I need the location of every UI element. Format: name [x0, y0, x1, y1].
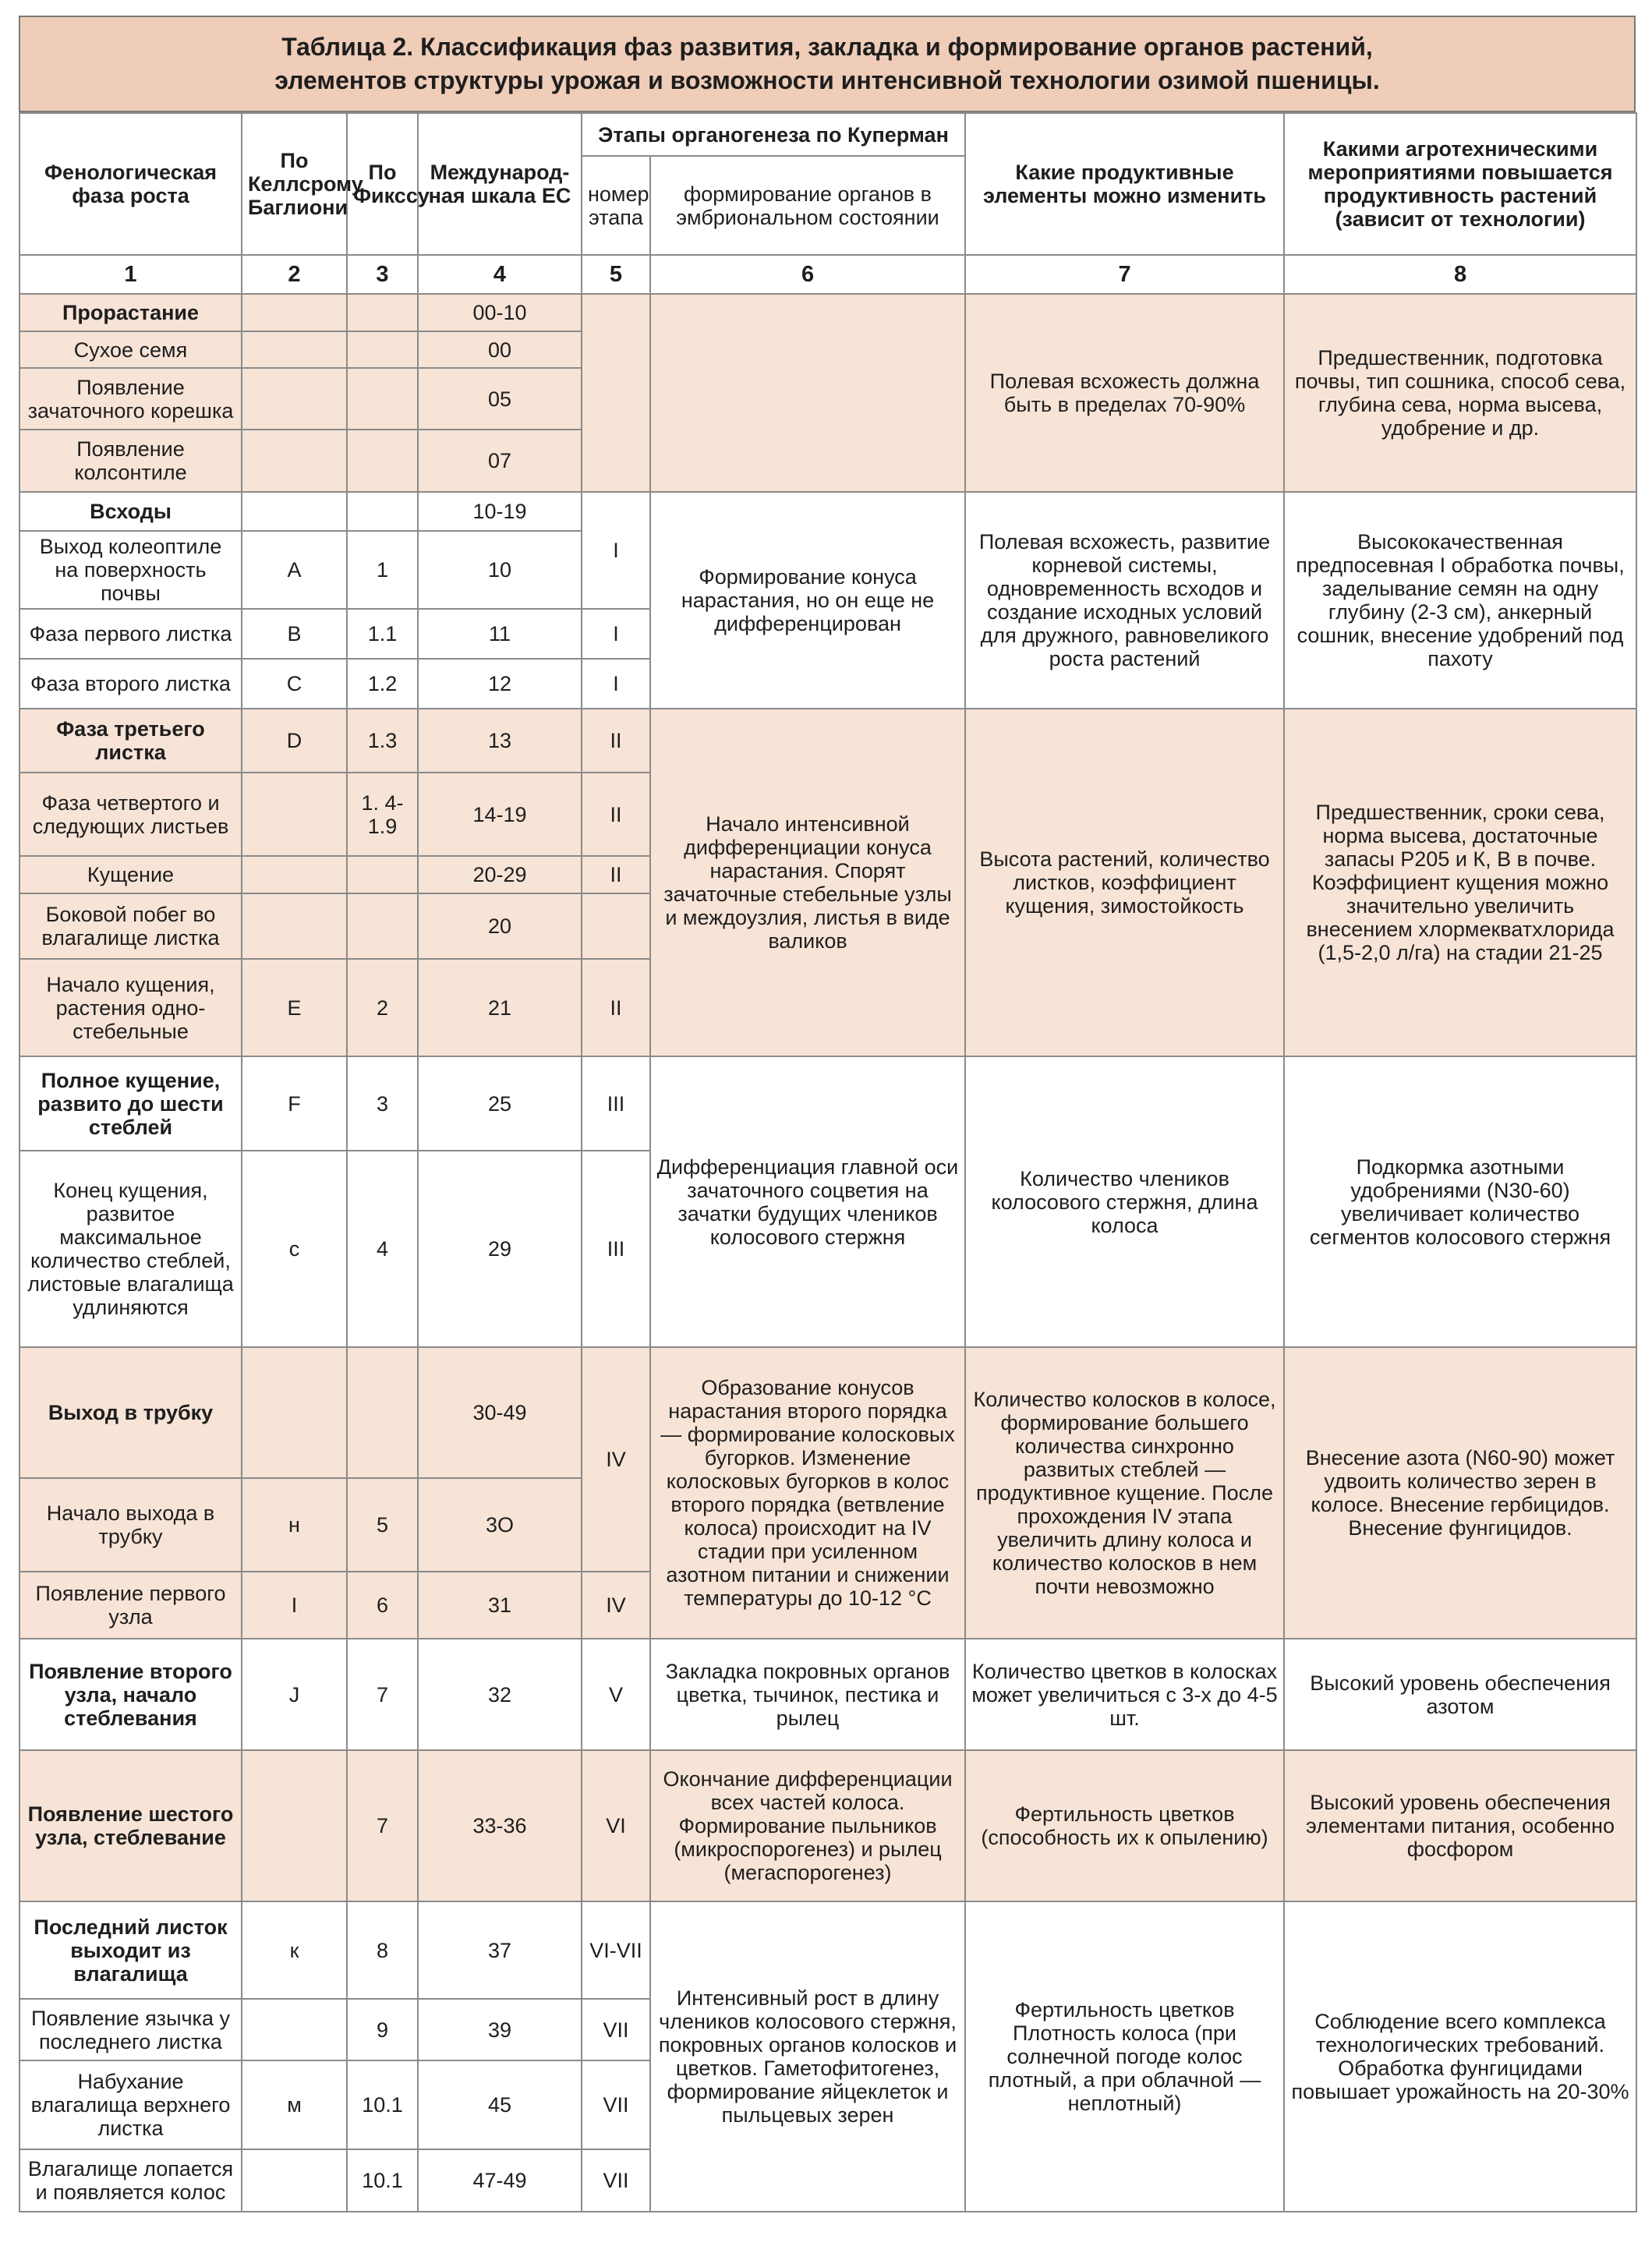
header-agro: Какими агротехническими мероприятиями повышается продуктивность растений (зависит от технологии) — [1284, 113, 1636, 255]
ec-value: 10 — [418, 531, 582, 609]
phase-name: Появление первого узла — [19, 1572, 242, 1639]
kellsrom-value: н — [242, 1478, 347, 1572]
header-elements: Какие продуктивные элементы можно изменить — [965, 113, 1284, 255]
phase-name: Фаза третьего листка — [19, 709, 242, 773]
ec-value: 31 — [418, 1572, 582, 1639]
fikss-value: 6 — [347, 1572, 418, 1639]
kellsrom-value — [242, 1999, 347, 2060]
fikss-value: 1.2 — [347, 659, 418, 709]
column-number: 7 — [965, 255, 1284, 294]
agro-measures: Внесение азота (N60-90) может удвоить количество зерен в колосе. Внесение гербицидов. Внесение фунгицидов. — [1284, 1347, 1636, 1639]
column-number-row — [19, 255, 1636, 294]
fikss-value: 3 — [347, 1056, 418, 1151]
organ-formation: Образование конусов нарастания второго порядка — формирование колосковых бугорков. Изменение колосковых бугорков в колос второго порядка (ветвление колоса) происходит на IV стадии при усиленном азотном питании и снижении температуры до 10-12 °С — [650, 1347, 965, 1639]
header-formation: формирование органов в эмбриональном состоянии — [650, 156, 965, 255]
ec-value: 00-10 — [418, 294, 582, 331]
kellsrom-value: F — [242, 1056, 347, 1151]
ec-value: 45 — [418, 2060, 582, 2149]
table-row — [19, 1750, 1636, 1901]
phase-name: Фаза четвертого и следующих листьев — [19, 773, 242, 856]
phase-classification-table — [19, 112, 1637, 2212]
phase-name: Сухое семя — [19, 331, 242, 368]
fikss-value — [347, 492, 418, 531]
kellsrom-value — [242, 368, 347, 430]
stage-number: VI — [582, 1750, 650, 1901]
ec-value: 47-49 — [418, 2149, 582, 2212]
stage-number: VII — [582, 1999, 650, 2060]
kellsrom-value — [242, 294, 347, 331]
productive-elements: Фертильность цветков Плотность колоса (при солнечной погоде колос плотный, а при облачной — неплотный) — [965, 1901, 1284, 2212]
fikss-value: 1. 4-1.9 — [347, 773, 418, 856]
ec-value: 11 — [418, 609, 582, 659]
productive-elements: Количество цветков в колосках может увеличиться с 3-х до 4-5 шт. — [965, 1639, 1284, 1750]
phase-name: Набухание влагалища верхнего листка — [19, 2060, 242, 2149]
fikss-value: 1.3 — [347, 709, 418, 773]
phase-name: Начало кущения, растения одно-стебельные — [19, 959, 242, 1056]
organ-formation: Дифференциация главной оси зачаточного соцветия на зачатки будущих члеников колосового стержня — [650, 1056, 965, 1347]
productive-elements: Количество колосков в колосе, формирование большего количества синхронно развитых стеблей — продуктивное кущение. После прохождения IV этапа увеличить длину колоса и количество колосков в нем почти невозможно — [965, 1347, 1284, 1639]
ec-value: 29 — [418, 1151, 582, 1347]
table-title-line-2: элементов структуры урожая и возможности интенсивной технологии озимой пшеницы. — [274, 66, 1380, 94]
fikss-value: 5 — [347, 1478, 418, 1572]
fikss-value — [347, 430, 418, 492]
agro-measures: Соблюдение всего комплекса технологических требований. Обработка фунгицидами повышает урожайность на 20-30% — [1284, 1901, 1636, 2212]
column-number: 8 — [1284, 255, 1636, 294]
header-kuperman: Этапы органогенеза по Куперман — [582, 113, 965, 156]
organ-formation: Формирование конуса нарастания, но он еще не дифференцирован — [650, 492, 965, 709]
phase-name: Полное кущение, развито до шести стеблей — [19, 1056, 242, 1151]
phase-name: Последний листок выходит из влагалища — [19, 1901, 242, 1999]
table-row — [19, 1347, 1636, 1478]
stage-number: VI-VII — [582, 1901, 650, 1999]
stage-number: III — [582, 1056, 650, 1151]
productive-elements: Полевая всхожесть должна быть в пределах 70-90% — [965, 294, 1284, 492]
fikss-value: 7 — [347, 1639, 418, 1750]
ec-value: 07 — [418, 430, 582, 492]
phase-name: Конец кущения, развитое максимальное количество стеблей, листовые влагалища удлиняются — [19, 1151, 242, 1347]
header-kellsrom: По Келлсрому Баглиони — [242, 113, 347, 255]
kellsrom-value: A — [242, 531, 347, 609]
header-fikss: По Фикссу — [347, 113, 418, 255]
kellsrom-value — [242, 492, 347, 531]
phase-name: Появление зачаточного корешка — [19, 368, 242, 430]
column-number: 6 — [650, 255, 965, 294]
kellsrom-value: D — [242, 709, 347, 773]
organ-formation — [650, 294, 965, 492]
header-phase: Фенологическая фаза роста — [19, 113, 242, 255]
stage-number: I — [582, 609, 650, 659]
stage-number: II — [582, 773, 650, 856]
fikss-value: 10.1 — [347, 2149, 418, 2212]
fikss-value: 2 — [347, 959, 418, 1056]
phase-name: Начало выхода в трубку — [19, 1478, 242, 1572]
phase-name: Появление язычка у последнего листка — [19, 1999, 242, 2060]
column-number: 3 — [347, 255, 418, 294]
stage-number: IV — [582, 1347, 650, 1572]
ec-value: 32 — [418, 1639, 582, 1750]
fikss-value — [347, 294, 418, 331]
productive-elements: Количество члеников колосового стержня, длина колоса — [965, 1056, 1284, 1347]
table-row — [19, 1901, 1636, 1999]
phase-name: Фаза второго листка — [19, 659, 242, 709]
agro-measures: Предшественник, сроки сева, норма высева, достаточные запасы Р205 и К, В в почве. Коэффициент кущения можно значительно увеличить внесением хлормекватхлорида (1,5-2,0 л/га) на стадии 21-25 — [1284, 709, 1636, 1056]
stage-number: I — [582, 492, 650, 609]
ec-value: 39 — [418, 1999, 582, 2060]
kellsrom-value — [242, 430, 347, 492]
phase-name: Появление второго узла, начало стеблевания — [19, 1639, 242, 1750]
fikss-value: 1 — [347, 531, 418, 609]
header-ec: Международ-ная шкала ЕС — [418, 113, 582, 255]
ec-value: 25 — [418, 1056, 582, 1151]
productive-elements: Полевая всхожесть, развитие корневой системы, одновременность всходов и создание исходных условий для дружного, равновеликого роста растений — [965, 492, 1284, 709]
ec-value: 30-49 — [418, 1347, 582, 1478]
ec-value: 14-19 — [418, 773, 582, 856]
ec-value: 13 — [418, 709, 582, 773]
ec-value: 20-29 — [418, 856, 582, 893]
organ-formation: Закладка покровных органов цветка, тычинок, пестика и рылец — [650, 1639, 965, 1750]
ec-value: 33-36 — [418, 1750, 582, 1901]
stage-number: IV — [582, 1572, 650, 1639]
table-title-line-1: Таблица 2. Классификация фаз развития, закладка и формирование органов растений, — [281, 33, 1373, 61]
kellsrom-value — [242, 773, 347, 856]
stage-number: II — [582, 959, 650, 1056]
phase-name: Выход колеоптиле на поверхность почвы — [19, 531, 242, 609]
column-number: 4 — [418, 255, 582, 294]
fikss-value: 8 — [347, 1901, 418, 1999]
agro-measures: Высокий уровень обеспечения азотом — [1284, 1639, 1636, 1750]
table-row — [19, 492, 1636, 531]
column-number: 2 — [242, 255, 347, 294]
agro-measures: Предшественник, подготовка почвы, тип сошника, способ сева, глубина сева, норма высева, удобрение и др. — [1284, 294, 1636, 492]
table-row — [19, 294, 1636, 331]
column-number: 5 — [582, 255, 650, 294]
ec-value: 12 — [418, 659, 582, 709]
ec-value: 00 — [418, 331, 582, 368]
kellsrom-value — [242, 331, 347, 368]
phase-name: Влагалище лопается и появляется колос — [19, 2149, 242, 2212]
stage-number: III — [582, 1151, 650, 1347]
kellsrom-value — [242, 1750, 347, 1901]
column-number: 1 — [19, 255, 242, 294]
kellsrom-value: с — [242, 1151, 347, 1347]
productive-elements: Фертильность цветков (способность их к опылению) — [965, 1750, 1284, 1901]
stage-number — [582, 294, 650, 492]
kellsrom-value: I — [242, 1572, 347, 1639]
phase-name: Кущение — [19, 856, 242, 893]
kellsrom-value: J — [242, 1639, 347, 1750]
agro-measures: Высокий уровень обеспечения элементами питания, особенно фосфором — [1284, 1750, 1636, 1901]
stage-number — [582, 893, 650, 959]
ec-value: 3О — [418, 1478, 582, 1572]
stage-number: VII — [582, 2149, 650, 2212]
stage-number: VII — [582, 2060, 650, 2149]
fikss-value: 1.1 — [347, 609, 418, 659]
phase-name: Появление шестого узла, стеблевание — [19, 1750, 242, 1901]
phase-name: Всходы — [19, 492, 242, 531]
stage-number: II — [582, 856, 650, 893]
ec-value: 10-19 — [418, 492, 582, 531]
fikss-value: 7 — [347, 1750, 418, 1901]
ec-value: 37 — [418, 1901, 582, 1999]
kellsrom-value: E — [242, 959, 347, 1056]
productive-elements: Высота растений, количество листков, коэффициент кущения, зимостойкость — [965, 709, 1284, 1056]
table-row — [19, 1056, 1636, 1151]
phase-name: Выход в трубку — [19, 1347, 242, 1478]
table-row — [19, 1639, 1636, 1750]
kellsrom-value: B — [242, 609, 347, 659]
agro-measures: Высококачественная предпосевная I обработка почвы, заделывание семян на одну глубину (2-3 см), анкерный сошник, внесение удобрений под пахоту — [1284, 492, 1636, 709]
stage-number: II — [582, 709, 650, 773]
kellsrom-value: к — [242, 1901, 347, 1999]
kellsrom-value: м — [242, 2060, 347, 2149]
kellsrom-value — [242, 1347, 347, 1478]
fikss-value — [347, 331, 418, 368]
agro-measures: Подкормка азотными удобрениями (N30-60) увеличивает количество сегментов колосового стержня — [1284, 1056, 1636, 1347]
header-row — [19, 113, 1636, 156]
phase-name: Боковой побег во влагалище листка — [19, 893, 242, 959]
fikss-value — [347, 1347, 418, 1478]
ec-value: 21 — [418, 959, 582, 1056]
stage-number: I — [582, 659, 650, 709]
phase-name: Появление колсонтиле — [19, 430, 242, 492]
fikss-value — [347, 856, 418, 893]
organ-formation: Окончание дифференциации всех частей колоса. Формирование пыльников (микроспорогенез) и рылец (мегаспорогенез) — [650, 1750, 965, 1901]
table-title — [19, 16, 1636, 112]
fikss-value: 4 — [347, 1151, 418, 1347]
phase-name: Фаза первого листка — [19, 609, 242, 659]
fikss-value — [347, 368, 418, 430]
kellsrom-value — [242, 856, 347, 893]
phase-name: Прорастание — [19, 294, 242, 331]
ec-value: 20 — [418, 893, 582, 959]
fikss-value: 10.1 — [347, 2060, 418, 2149]
kellsrom-value — [242, 2149, 347, 2212]
ec-value: 05 — [418, 368, 582, 430]
organ-formation: Интенсивный рост в длину члеников колосового стержня, покровных органов колосков и цветков. Гаметофитогенез, формирование яйцеклеток и пыльцевых зерен — [650, 1901, 965, 2212]
fikss-value — [347, 893, 418, 959]
organ-formation: Начало интенсивной дифференциации конуса нарастания. Спорят зачаточные стебельные узлы и междоузлия, листья в виде валиков — [650, 709, 965, 1056]
stage-number: V — [582, 1639, 650, 1750]
kellsrom-value: C — [242, 659, 347, 709]
table-row — [19, 709, 1636, 773]
kellsrom-value — [242, 893, 347, 959]
header-stage-num: номер этапа — [582, 156, 650, 255]
fikss-value: 9 — [347, 1999, 418, 2060]
